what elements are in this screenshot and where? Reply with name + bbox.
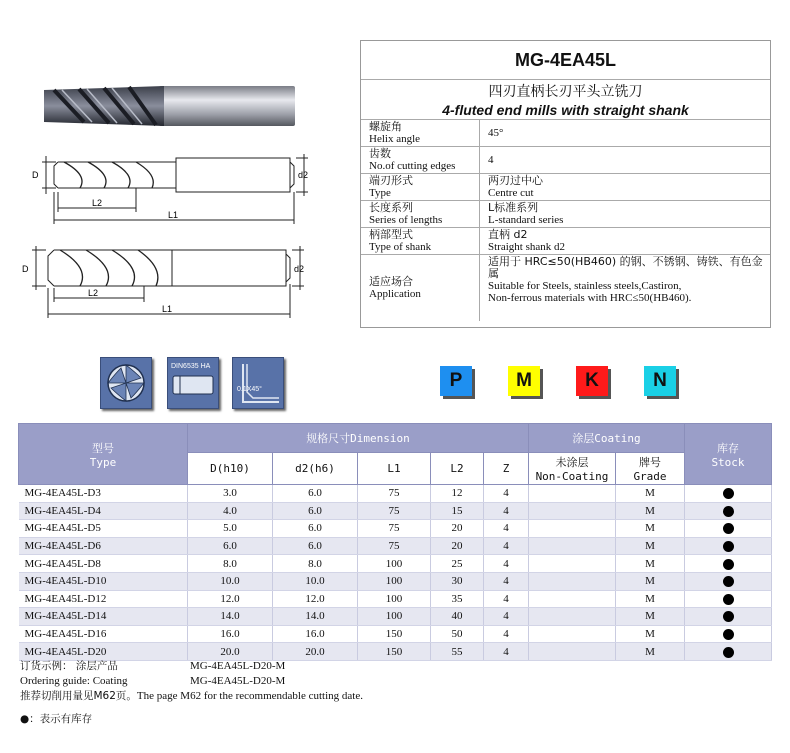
- table-row: [19, 502, 772, 520]
- cell-L2: 35: [431, 590, 484, 608]
- order-example-cn: [20, 659, 118, 673]
- cell-D: 5.0: [188, 520, 273, 538]
- label-L1-2: L1: [162, 304, 173, 314]
- label-L2: L2: [92, 198, 103, 208]
- cell-L1: 100: [358, 590, 431, 608]
- cutting-note-en: The page M62 for the recommendable cutting date.: [136, 690, 363, 702]
- spec-value: 45°: [488, 127, 504, 139]
- cell-stock: [685, 590, 772, 608]
- header-coating: 涂层Coating: [529, 424, 685, 453]
- spec-label-cn: 端刃形式: [369, 174, 413, 187]
- table-row: [19, 537, 772, 555]
- col-noncoating: [529, 453, 616, 485]
- cell-grade: M: [616, 502, 685, 520]
- cell-Z: 4: [484, 502, 529, 520]
- stock-legend: ●：表示有库存: [20, 713, 93, 725]
- col-grade: [616, 453, 685, 485]
- in-stock-dot-icon: [723, 559, 734, 570]
- shank-din-icon: [167, 357, 219, 409]
- cell-d2: 6.0: [273, 485, 358, 503]
- cell-noncoating: [529, 625, 616, 643]
- label-L2-2: L2: [88, 288, 99, 298]
- order-guide-en-value: MG-4EA45L-D20-M: [190, 675, 286, 687]
- cell-d2: 10.0: [273, 572, 358, 590]
- cell-L2: 55: [431, 643, 484, 661]
- label-d2: d2: [298, 170, 309, 180]
- cell-type: MG-4EA45L-D14: [19, 608, 188, 626]
- table-row: [19, 520, 772, 538]
- cell-grade: M: [616, 485, 685, 503]
- cutting-note: [20, 689, 363, 703]
- cell-noncoating: [529, 608, 616, 626]
- cutting-note-cn: 推荐切削用量见M62页。: [20, 690, 137, 702]
- spec-panel: [360, 40, 771, 328]
- cell-L1: 75: [358, 520, 431, 538]
- cell-type: MG-4EA45L-D5: [19, 520, 188, 538]
- cell-D: 16.0: [188, 625, 273, 643]
- cell-D: 14.0: [188, 608, 273, 626]
- spec-label-en: No.of cutting edges: [369, 160, 456, 172]
- spec-label-cn: 柄部型式: [369, 228, 413, 241]
- header-type: [19, 424, 188, 485]
- cell-type: MG-4EA45L-D3: [19, 485, 188, 503]
- model-title: MG-4EA45L: [361, 41, 770, 80]
- stock-en: Stock: [711, 455, 745, 469]
- cell-Z: 4: [484, 572, 529, 590]
- spec-value-2: Non-ferrous materials with HRC≤50(HB460).: [488, 292, 692, 304]
- cell-stock: [685, 555, 772, 573]
- cell-grade: M: [616, 643, 685, 661]
- cell-D: 6.0: [188, 537, 273, 555]
- col-Z: Z: [484, 453, 529, 485]
- order-cn-label: 订货示例： 涂层产品: [20, 660, 118, 672]
- spec-label-en: Helix angle: [369, 133, 421, 145]
- cell-L2: 20: [431, 520, 484, 538]
- in-stock-dot-icon: [723, 506, 734, 517]
- spec-value: Suitable for Steels, stainless steels,Castiron,: [488, 280, 682, 292]
- cell-D: 10.0: [188, 572, 273, 590]
- din-label: DIN6535 HA: [171, 363, 211, 370]
- cell-stock: [685, 502, 772, 520]
- cell-stock: [685, 520, 772, 538]
- cell-Z: 4: [484, 643, 529, 661]
- type-cn: 型号: [92, 441, 114, 455]
- cell-L2: 12: [431, 485, 484, 503]
- product-photo: [44, 84, 296, 128]
- cell-L2: 15: [431, 502, 484, 520]
- cell-noncoating: [529, 555, 616, 573]
- cell-type: MG-4EA45L-D8: [19, 555, 188, 573]
- cell-L2: 50: [431, 625, 484, 643]
- label-D-2: D: [22, 264, 29, 274]
- spec-value-cn: 直柄 d2: [488, 228, 528, 241]
- spec-value: L-standard series: [488, 214, 564, 226]
- cell-L1: 75: [358, 485, 431, 503]
- grade-en: Grade: [633, 470, 667, 483]
- cell-L1: 100: [358, 608, 431, 626]
- cell-noncoating: [529, 520, 616, 538]
- cell-L1: 75: [358, 537, 431, 555]
- cell-d2: 14.0: [273, 608, 358, 626]
- cell-Z: 4: [484, 608, 529, 626]
- spec-row-shank: [361, 228, 770, 255]
- cell-D: 20.0: [188, 643, 273, 661]
- label-D: D: [32, 170, 39, 180]
- spec-row-length: [361, 201, 770, 228]
- spec-value-cn: L标准系列: [488, 201, 539, 214]
- spec-row-application: [361, 255, 770, 322]
- cell-d2: 20.0: [273, 643, 358, 661]
- cell-D: 4.0: [188, 502, 273, 520]
- chamfer-label: 0.1X45°: [237, 386, 262, 393]
- cell-type: MG-4EA45L-D6: [19, 537, 188, 555]
- material-badge-p: P: [440, 366, 472, 396]
- spec-row-helix: [361, 120, 770, 147]
- cell-Z: 4: [484, 555, 529, 573]
- cell-d2: 16.0: [273, 625, 358, 643]
- cell-stock: [685, 537, 772, 555]
- cell-type: MG-4EA45L-D4: [19, 502, 188, 520]
- spec-row-type: [361, 174, 770, 201]
- material-badge-n: N: [644, 366, 676, 396]
- spec-label-en: Type of shank: [369, 241, 432, 253]
- cell-L1: 75: [358, 502, 431, 520]
- cell-grade: M: [616, 572, 685, 590]
- cell-L1: 150: [358, 643, 431, 661]
- cell-grade: M: [616, 537, 685, 555]
- cell-L2: 30: [431, 572, 484, 590]
- cell-grade: M: [616, 520, 685, 538]
- cell-noncoating: [529, 572, 616, 590]
- spec-label-cn: 长度系列: [369, 201, 413, 214]
- col-L2: L2: [431, 453, 484, 485]
- grade-cn: 牌号: [639, 456, 661, 469]
- cell-type: MG-4EA45L-D12: [19, 590, 188, 608]
- cell-stock: [685, 608, 772, 626]
- spec-table: [361, 119, 770, 321]
- table-row: [19, 643, 772, 661]
- material-badge-m: M: [508, 366, 540, 396]
- cell-L2: 25: [431, 555, 484, 573]
- noncoat-cn: 未涂层: [555, 456, 589, 469]
- type-en: Type: [89, 455, 117, 469]
- label-L1: L1: [168, 210, 179, 220]
- in-stock-dot-icon: [723, 523, 734, 534]
- cell-Z: 4: [484, 485, 529, 503]
- cell-d2: 12.0: [273, 590, 358, 608]
- spec-label-en: Type: [369, 187, 391, 199]
- in-stock-dot-icon: [723, 611, 734, 622]
- table-row: [19, 555, 772, 573]
- cross-section-icon: [100, 357, 152, 409]
- cell-stock: [685, 643, 772, 661]
- in-stock-dot-icon: [723, 647, 734, 658]
- table-row: [19, 625, 772, 643]
- col-L1: L1: [358, 453, 431, 485]
- cell-D: 8.0: [188, 555, 273, 573]
- cell-noncoating: [529, 590, 616, 608]
- cell-type: MG-4EA45L-D10: [19, 572, 188, 590]
- product-table-body: [19, 485, 772, 661]
- in-stock-dot-icon: [723, 594, 734, 605]
- cell-stock: [685, 625, 772, 643]
- cell-d2: 6.0: [273, 537, 358, 555]
- noncoat-en: Non-Coating: [535, 470, 609, 483]
- col-d2: d2(h6): [273, 453, 358, 485]
- header-stock: [685, 424, 772, 485]
- col-D: D(h10): [188, 453, 273, 485]
- table-row: [19, 485, 772, 503]
- technical-drawing-top: [28, 148, 318, 228]
- table-row: [19, 590, 772, 608]
- cell-L2: 40: [431, 608, 484, 626]
- spec-value: Centre cut: [488, 187, 534, 199]
- cell-noncoating: [529, 502, 616, 520]
- spec-value: Straight shank d2: [488, 241, 565, 253]
- order-guide-en: Ordering guide: Coating: [20, 675, 128, 687]
- cell-type: MG-4EA45L-D16: [19, 625, 188, 643]
- cell-D: 12.0: [188, 590, 273, 608]
- spec-value: 4: [488, 154, 494, 166]
- cell-L1: 150: [358, 625, 431, 643]
- label-d2-2: d2: [294, 264, 305, 274]
- cell-Z: 4: [484, 537, 529, 555]
- spec-label-cn: 适应场合: [369, 275, 413, 288]
- cell-Z: 4: [484, 625, 529, 643]
- material-badge-k: K: [576, 366, 608, 396]
- cell-grade: M: [616, 608, 685, 626]
- chinese-title: 四刃直柄长刃平头立铣刀: [488, 84, 643, 100]
- spec-label-cn: 齿数: [369, 147, 391, 160]
- spec-value-cn: 适用于 HRC≤50(HB460) 的钢、不锈钢、铸铁、有色金属: [488, 255, 763, 280]
- stock-cn: 库存: [717, 441, 739, 455]
- cell-L1: 100: [358, 572, 431, 590]
- cell-Z: 4: [484, 590, 529, 608]
- chamfer-icon: [232, 357, 284, 409]
- cell-d2: 6.0: [273, 502, 358, 520]
- spec-row-edges: [361, 147, 770, 174]
- in-stock-dot-icon: [723, 541, 734, 552]
- cell-d2: 8.0: [273, 555, 358, 573]
- in-stock-dot-icon: [723, 488, 734, 499]
- cell-d2: 6.0: [273, 520, 358, 538]
- table-row: [19, 608, 772, 626]
- spec-label-cn: 螺旋角: [369, 120, 402, 133]
- spec-label-en: Series of lengths: [369, 214, 443, 226]
- cell-stock: [685, 485, 772, 503]
- cell-type: MG-4EA45L-D20: [19, 643, 188, 661]
- cell-grade: M: [616, 625, 685, 643]
- cell-Z: 4: [484, 520, 529, 538]
- cell-stock: [685, 572, 772, 590]
- header-dimension: 规格尺寸Dimension: [188, 424, 529, 453]
- english-title: 4-fluted end mills with straight shank: [442, 102, 689, 118]
- spec-label-en: Application: [369, 288, 421, 300]
- table-row: [19, 572, 772, 590]
- cell-L1: 100: [358, 555, 431, 573]
- cell-D: 3.0: [188, 485, 273, 503]
- cell-L2: 20: [431, 537, 484, 555]
- cell-grade: M: [616, 590, 685, 608]
- spec-value-cn: 两刃过中心: [488, 174, 543, 187]
- cell-noncoating: [529, 537, 616, 555]
- order-example-cn-value: MG-4EA45L-D20-M: [190, 660, 286, 672]
- technical-drawing-bottom: [22, 242, 318, 322]
- cell-noncoating: [529, 485, 616, 503]
- in-stock-dot-icon: [723, 576, 734, 587]
- cell-noncoating: [529, 643, 616, 661]
- product-table: [18, 423, 772, 661]
- cell-grade: M: [616, 555, 685, 573]
- in-stock-dot-icon: [723, 629, 734, 640]
